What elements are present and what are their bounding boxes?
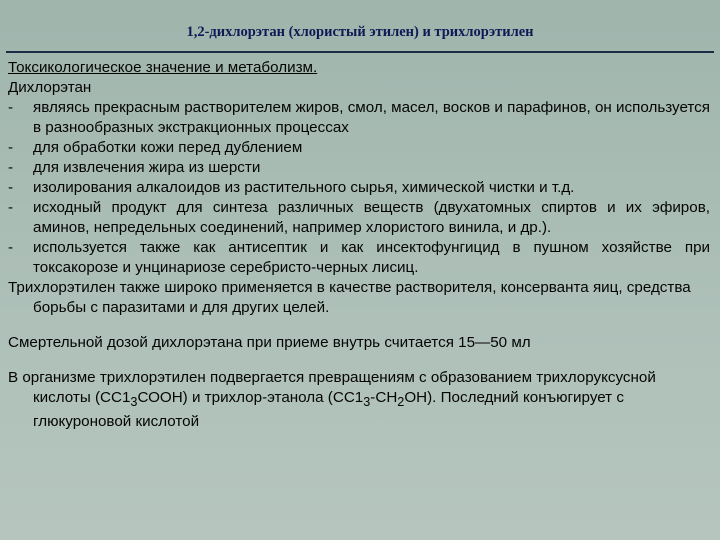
section-subject: Дихлорэтан bbox=[8, 79, 92, 96]
list-item-text: используется также как антисептик и как инсектофунгицид в пушном хозяйстве при токсакорозе и унцинариозе серебристо-черных лисиц. bbox=[33, 239, 710, 276]
title-divider bbox=[6, 51, 714, 53]
list-item-text: изолирования алкалоидов из растительного сырья, химической чистки и т.д. bbox=[33, 179, 575, 196]
metabolism-text: ОН). Последний конъюгирует с глюкуроновой кислотой bbox=[33, 389, 624, 431]
section-heading: Токсикологическое значение и метаболизм. bbox=[8, 59, 318, 76]
list-item-text: для извлечения жира из шерсти bbox=[33, 159, 261, 176]
list-item bbox=[8, 98, 710, 138]
lethal-dose-paragraph: Смертельной дозой дихлорэтана при приеме внутрь считается 15—50 мл bbox=[8, 334, 531, 351]
list-dash: - bbox=[8, 99, 14, 116]
metabolism-text: -СН bbox=[370, 389, 398, 406]
list-item-text: являясь прекрасным растворителем жиров, смол, масел, восков и парафинов, он используется в разнообразных экстракционных процессах bbox=[33, 99, 710, 136]
trichloroethylene-paragraph: Трихлорэтилен также широко применяется в качестве растворителя, консерванта яиц, средства борьбы с паразитами и для других целей. bbox=[8, 279, 691, 316]
list-dash: - bbox=[8, 159, 14, 176]
metabolism-text: СООН) и трихлор-этанола (СС1 bbox=[137, 389, 364, 406]
subscript: 3 bbox=[130, 395, 138, 410]
list-item-text: исходный продукт для синтеза различных веществ (двухатомных спиртов и их эфиров, аминов, непредельных соединений, например хлористого винила, и др.). bbox=[33, 199, 710, 236]
list-dash: - bbox=[8, 239, 14, 256]
list-dash: - bbox=[8, 179, 14, 196]
slide-content bbox=[8, 58, 710, 432]
subscript: 3 bbox=[363, 395, 371, 410]
list-item bbox=[8, 198, 710, 238]
list-item-text: для обработки кожи перед дублением bbox=[33, 139, 303, 156]
list-item bbox=[8, 178, 710, 198]
slide-title: 1,2-дихлорэтан (хлористый этилен) и трихлорэтилен bbox=[186, 24, 534, 40]
subscript: 2 bbox=[397, 395, 405, 410]
list-dash: - bbox=[8, 139, 14, 156]
metabolism-paragraph bbox=[8, 368, 710, 432]
list-item bbox=[8, 238, 710, 278]
list-item bbox=[8, 138, 710, 158]
list-item bbox=[8, 158, 710, 178]
metabolism-text: В организме трихлорэтилен подвергается превращениям с образованием трихлоруксусной кислоты (СС1 bbox=[8, 369, 656, 406]
list-dash: - bbox=[8, 199, 14, 216]
